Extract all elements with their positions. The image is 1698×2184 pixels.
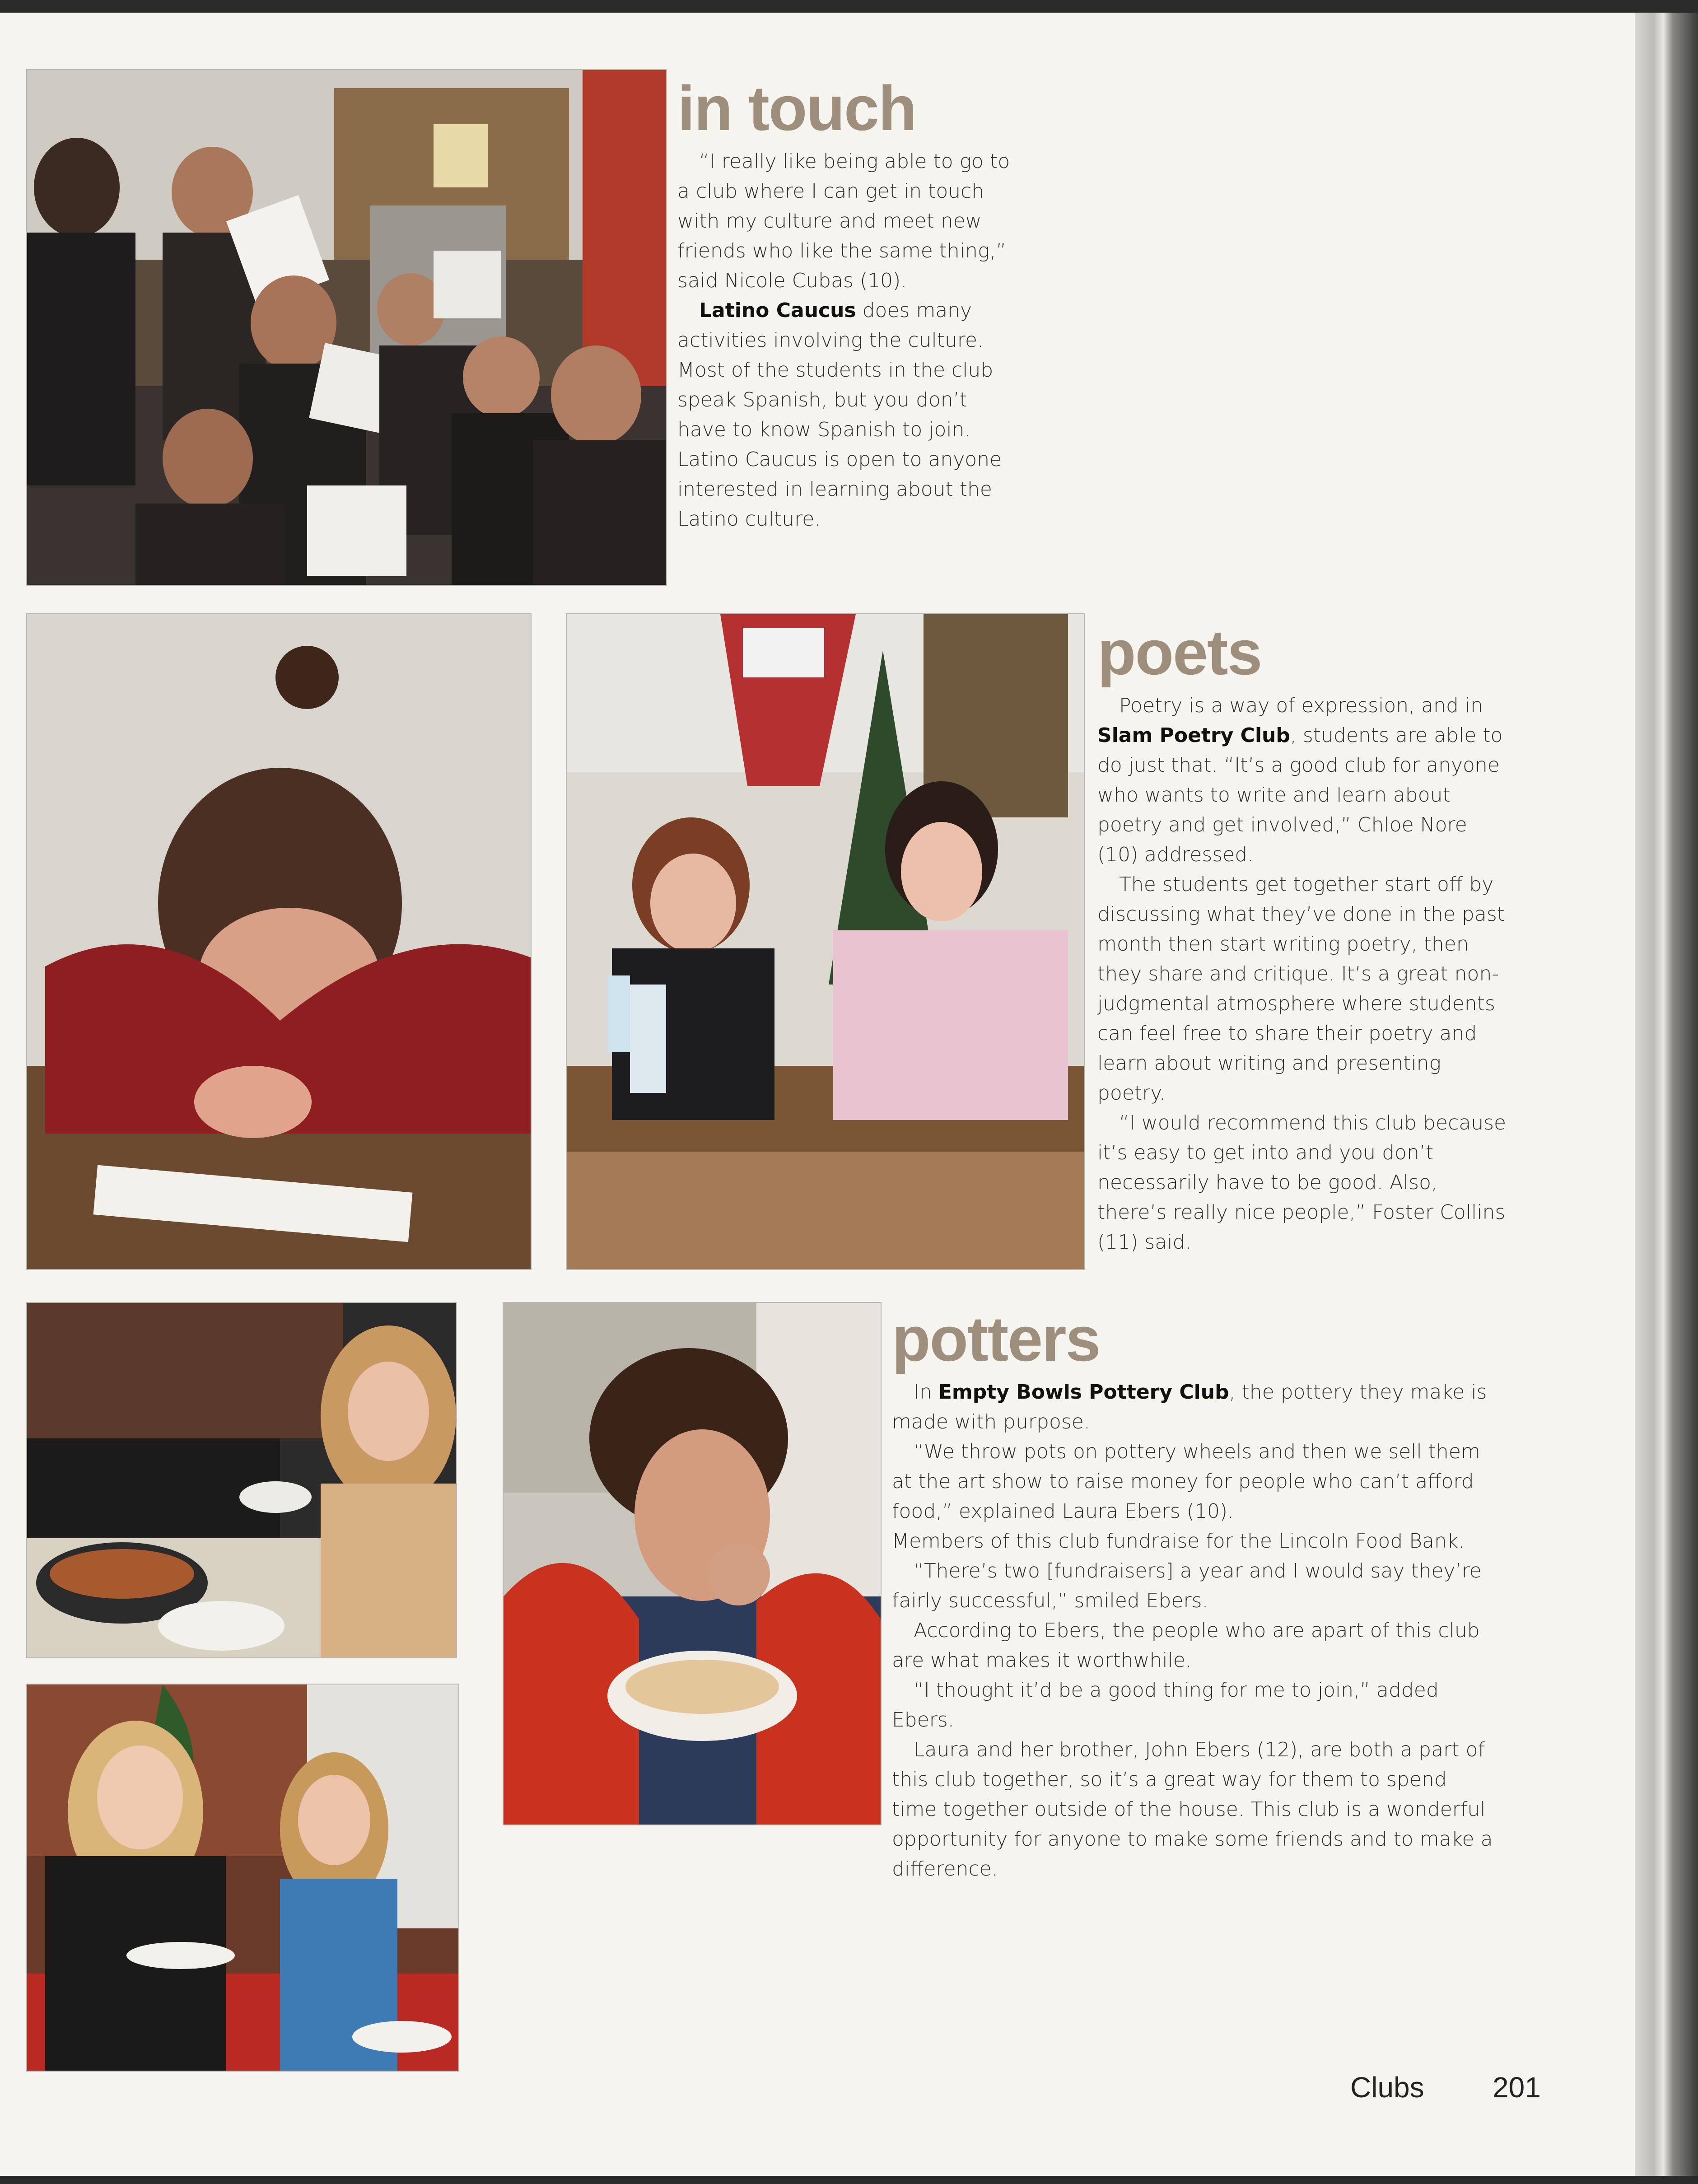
paragraph-quote: “I really like being able to go to a club where I can get in touch with my culture and meet new friends who like the same thing,” said Nicole Cubas (10). (677, 150, 1010, 292)
paragraph-pottery-join: “I thought it’d be a good thing for me to join,” added Ebers. (892, 1679, 1439, 1731)
page-edge (1635, 13, 1698, 2176)
heading-poets: poets (1097, 617, 1262, 688)
paragraph-pottery-siblings: Laura and her brother, John Ebers (12), are both a part of this club together, so it’s a great way for them to spend time together outside of the house. This club is a wonderful opportunity for anyone to make some friends and to make a difference. (892, 1738, 1493, 1881)
photo-pottery-two-girls-bowls (27, 1685, 458, 2071)
footer-section-name: Clubs (1350, 2071, 1424, 2104)
club-name-latino-caucus: Latino Caucus (699, 299, 856, 322)
club-name-empty-bowls: Empty Bowls Pottery Club (938, 1381, 1229, 1404)
body-text-in-touch (677, 147, 1012, 534)
paragraph-pottery-intro: In Empty Bowls Pottery Club, the pottery they make is made with purpose. (892, 1381, 1487, 1433)
paragraph-poetry-intro: Poetry is a way of expression, and in Slam Poetry Club, students are able to do just that. “It’s a good club for anyone who wants to write and learn about poetry and get involved,” Chloe Nore (10) addressed. (1097, 694, 1503, 866)
footer-page-number: 201 (1493, 2071, 1541, 2104)
photo-poetry-girl-red-hoodie (27, 614, 531, 1269)
paragraph-pottery-fundraise: Members of this club fundraise for the Lincoln Food Bank. (892, 1530, 1465, 1553)
paragraph-poetry-activities: The students get together start off by discussing what they’ve done in the past month then start writing poetry, then they share and critique. It’s a great non-judgmental atmosphere where students can feel free to share their poetry and learn about writing and presenting poetry. (1097, 873, 1505, 1105)
photo-pottery-serving-soup (27, 1303, 456, 1657)
paragraph-pottery-fundraisers: “There’s two [fundraisers] a year and I would say they’re fairly successful,” smiled Ebers. (892, 1559, 1482, 1612)
paragraph-poetry-quote: “I would recommend this club because it’s easy to get into and you don’t necessarily have to be good. Also, there’s really nice people,” Foster Collins (11) said. (1097, 1111, 1507, 1254)
photo-pottery-boy-eating (504, 1303, 881, 1825)
paragraph-pottery-worthwhile: According to Ebers, the people who are apart of this club are what makes it worthwhile. (892, 1619, 1480, 1672)
heading-potters: potters (892, 1303, 1100, 1374)
body-text-poets (1097, 691, 1508, 1257)
heading-in-touch: in touch (677, 73, 916, 144)
photo-poetry-two-girls (567, 614, 1084, 1269)
paragraph-pottery-quote: “We throw pots on pottery wheels and then we sell them at the art show to raise money for people who can’t afford food,” explained Laura Ebers (10). (892, 1440, 1480, 1523)
photo-latino-caucus-group (27, 70, 666, 585)
paragraph-club-description: Latino Caucus does many activities involving the culture. Most of the students in the club speak Spanish, but you don’t have to know Spanish to join. Latino Caucus is open to anyone interested in learning about the Latino culture. (677, 299, 1002, 531)
club-name-slam-poetry: Slam Poetry Club (1097, 724, 1290, 747)
body-text-potters (892, 1377, 1497, 1884)
